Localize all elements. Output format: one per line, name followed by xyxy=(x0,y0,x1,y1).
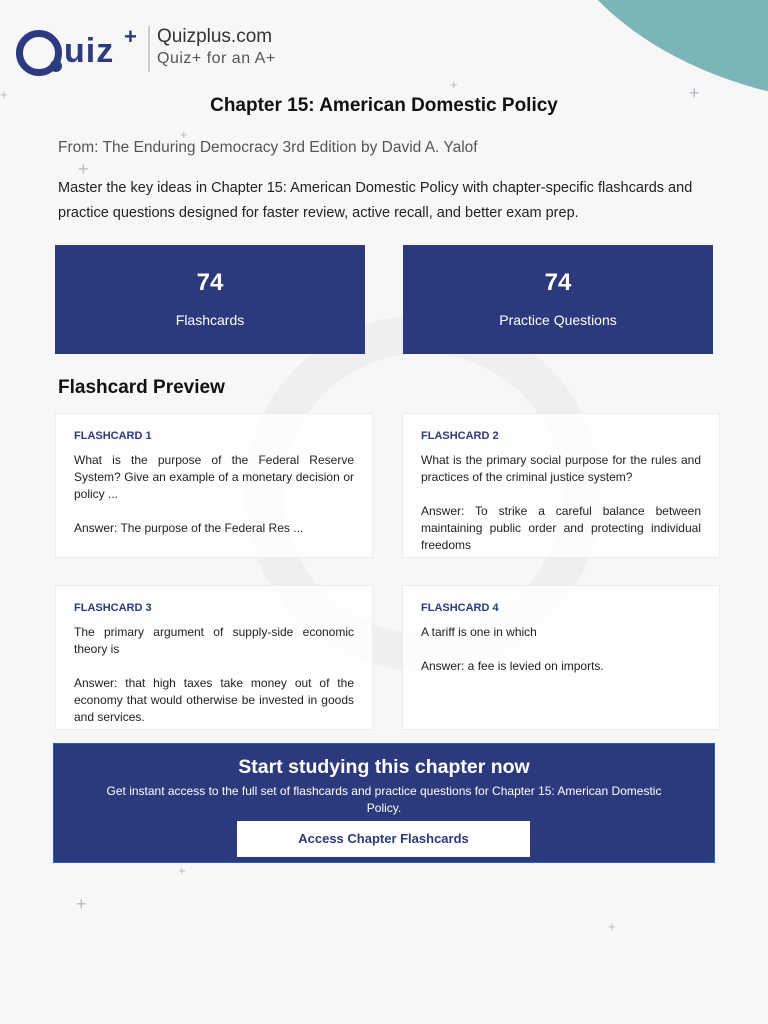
access-flashcards-button[interactable]: Access Chapter Flashcards xyxy=(237,821,530,857)
flashcard-label: FLASHCARD 4 xyxy=(421,602,499,614)
plus-decoration-icon: + xyxy=(608,919,616,934)
logo-plus-icon: + xyxy=(124,24,137,49)
flashcards-label: Flashcards xyxy=(175,312,245,328)
plus-decoration-icon: + xyxy=(78,159,89,179)
flashcard-card xyxy=(402,413,720,558)
plus-decoration-icon: + xyxy=(178,863,186,878)
logo-q-dot-icon xyxy=(50,60,62,72)
plus-decoration-icon: + xyxy=(450,77,458,92)
site-name: Quizplus.com xyxy=(157,26,273,47)
flashcard-preview-heading: Flashcard Preview xyxy=(58,377,225,398)
flashcard-card xyxy=(55,413,373,558)
plus-decoration-icon: + xyxy=(0,87,8,102)
plus-decoration-icon: + xyxy=(689,83,700,103)
corner-decoration xyxy=(516,0,768,103)
flashcard-answer: Answer: The purpose of the Federal Res ... xyxy=(74,521,304,535)
flashcard-question: The primary argument of supply-side economic theory is xyxy=(74,625,354,656)
cta-text: Get instant access to the full set of flashcards and practice questions for Chapter 15: American Domestic Policy. xyxy=(106,784,662,815)
cta-heading: Start studying this chapter now xyxy=(238,756,530,778)
plus-decoration-icon: + xyxy=(180,127,188,142)
flashcards-count: 74 xyxy=(196,269,224,296)
plus-decoration-icon: + xyxy=(76,894,87,914)
flashcard-question: What is the purpose of the Federal Reserve System? Give an example of a monetary decision or policy ... xyxy=(74,453,354,501)
flashcard-answer: Answer: that high taxes take money out of the economy that would otherwise be invested in goods and services. xyxy=(74,676,354,724)
flashcard-card xyxy=(402,585,720,730)
flashcard-answer: Answer: To strike a careful balance between maintaining public order and protecting individual freedoms xyxy=(421,504,701,552)
flashcard-label: FLASHCARD 2 xyxy=(421,430,499,442)
intro-text: Master the key ideas in Chapter 15: American Domestic Policy with chapter-specific flashcards and practice questions designed for faster review, active recall, and better exam prep. xyxy=(58,180,693,221)
logo-divider xyxy=(148,26,150,72)
practice-questions-count: 74 xyxy=(544,269,572,296)
source-book: From: The Enduring Democracy 3rd Edition by David A. Yalof xyxy=(58,139,478,156)
flashcard-label: FLASHCARD 1 xyxy=(74,430,152,442)
site-tagline: Quiz+ for an A+ xyxy=(157,50,276,67)
flashcard-question: What is the primary social purpose for the rules and practices of the criminal justice system? xyxy=(421,453,701,484)
flashcard-label: FLASHCARD 3 xyxy=(74,602,152,614)
page-title: Chapter 15: American Domestic Policy xyxy=(210,95,558,116)
logo-wordmark: uiz xyxy=(64,32,115,70)
flashcard-card xyxy=(55,585,373,730)
flashcard-answer: Answer: a fee is levied on imports. xyxy=(421,659,604,673)
practice-questions-label: Practice Questions xyxy=(499,312,617,328)
flashcard-question: A tariff is one in which xyxy=(421,625,537,639)
quizplus-logo[interactable] xyxy=(16,26,316,78)
practice-questions-stat xyxy=(403,245,713,354)
cta-panel xyxy=(54,744,714,862)
flashcards-stat xyxy=(55,245,365,354)
